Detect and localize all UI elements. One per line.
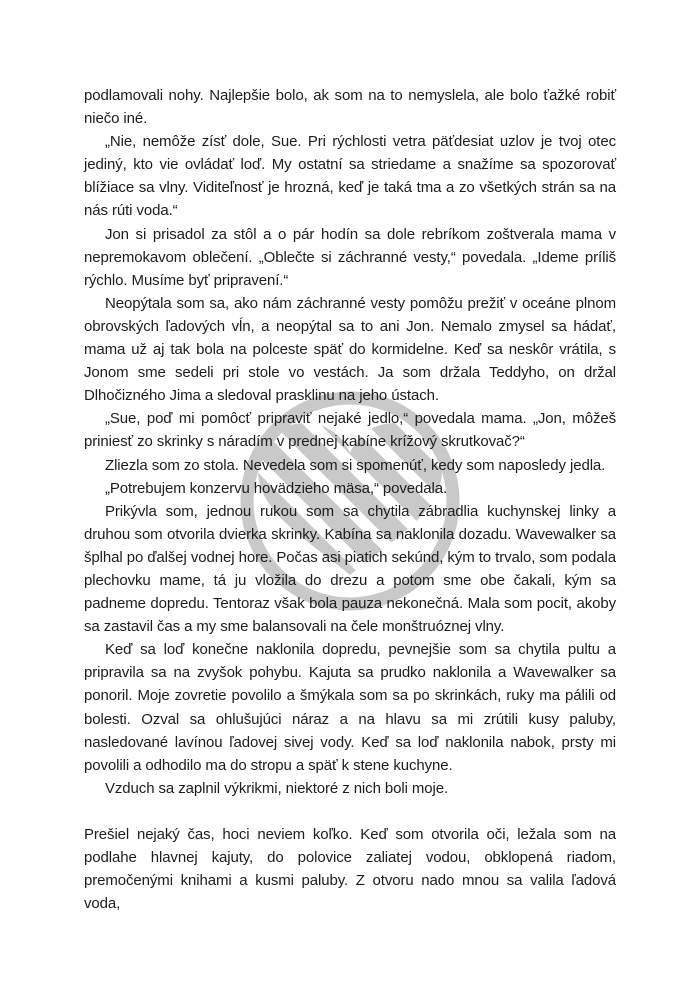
paragraph: Vzduch sa zaplnil výkrikmi, niektoré z nich boli moje. [105,779,449,797]
paragraph: Jon si prisadol za stôl a o pár hodín sa dole rebríkom zoštverala mama v nepremokavom oblečení. „Oblečte si záchranné vesty,“ povedala. „Ideme príliš rýchlo. Musíme byť pripravení.“ [84,225,616,289]
paragraph: Keď sa loď konečne naklonila dopredu, pevnejšie som sa chytila pultu a pripravila sa na zvyšok pohybu. Kajuta sa prudko naklonila a Wavewalker sa ponoril. Moje zovretie povolilo a šmýkala som sa po skrinkách, ruky ma pálili od bolesti. Ozval sa ohlušujúci náraz a na hlavu sa mi zrútili kusy paluby, nasledované lavínou ľadovej sivej vody. Keď sa loď naklonila nabok, prsty mi povolili a odhodilo ma do stropu a späť k stene kuchyne. [84,641,616,774]
paragraph: Neopýtala som sa, ako nám záchranné vesty pomôžu prežiť v oceáne plnom obrovských ľadových vĺn, a neopýtal sa to ani Jon. Nemalo zmysel sa hádať, mama už aj tak bola na polceste späť do kormidelne. Keď sa neskôr vrátila, s Jonom sme sedeli pri stole vo vestách. Ja som držala Teddyho, on držal Dlhočizného Jima a sledoval prasklinu na jeho ústach. [84,294,616,405]
paragraph: „Nie, nemôže zísť dole, Sue. Pri rýchlosti vetra päťdesiat uzlov je tvoj otec jediný, kto vie ovládať loď. My ostatní sa striedame a snažíme sa spozorovať blížiace sa vlny. Viditeľnosť je hrozná, keď je taká tma a zo všetkých strán sa na nás rúti voda.“ [84,133,616,220]
paragraph: „Potrebujem konzervu hovädzieho mäsa,“ povedala. [105,479,448,497]
paragraph: podlamovali nohy. Najlepšie bolo, ak som na to nemyslela, ale bolo ťažké robiť niečo iné. [84,87,616,128]
paragraph: „Sue, poď mi pomôcť pripraviť nejaké jedlo,“ povedala mama. „Jon, môžeš priniesť zo skrinky s náradím v prednej kabíne krížový skrutkovač?“ [84,410,616,451]
paragraph: Prešiel nejaký čas, hoci neviem koľko. Keď som otvorila oči, ležala som na podlahe hlavnej kajuty, do polovice zaliatej vodou, obklopená riadom, premočenými knihami a kusmi paluby. Z otvoru nado mnou sa valila ľadová voda, [84,826,616,913]
page-text [84,84,616,915]
paragraph: Prikývla som, jednou rukou som sa chytila zábradlia kuchynskej linky a druhou som otvorila dvierka skrinky. Kabína sa naklonila dozadu. Wavewalker sa šplhal po ďalšej vodnej hore. Počas asi piatich sekúnd, kým to trvalo, som podala plechovku mame, tá ju vložila do drezu a potom sme obe čakali, kým sa padneme dopredu. Tentoraz však bola pauza nekonečná. Mala som pocit, akoby sa zastavil čas a my sme balansovali na čele monštruóznej vlny. [84,502,616,636]
paragraph: Zliezla som zo stola. Nevedela som si spomenúť, kedy som naposledy jedla. [105,456,606,474]
